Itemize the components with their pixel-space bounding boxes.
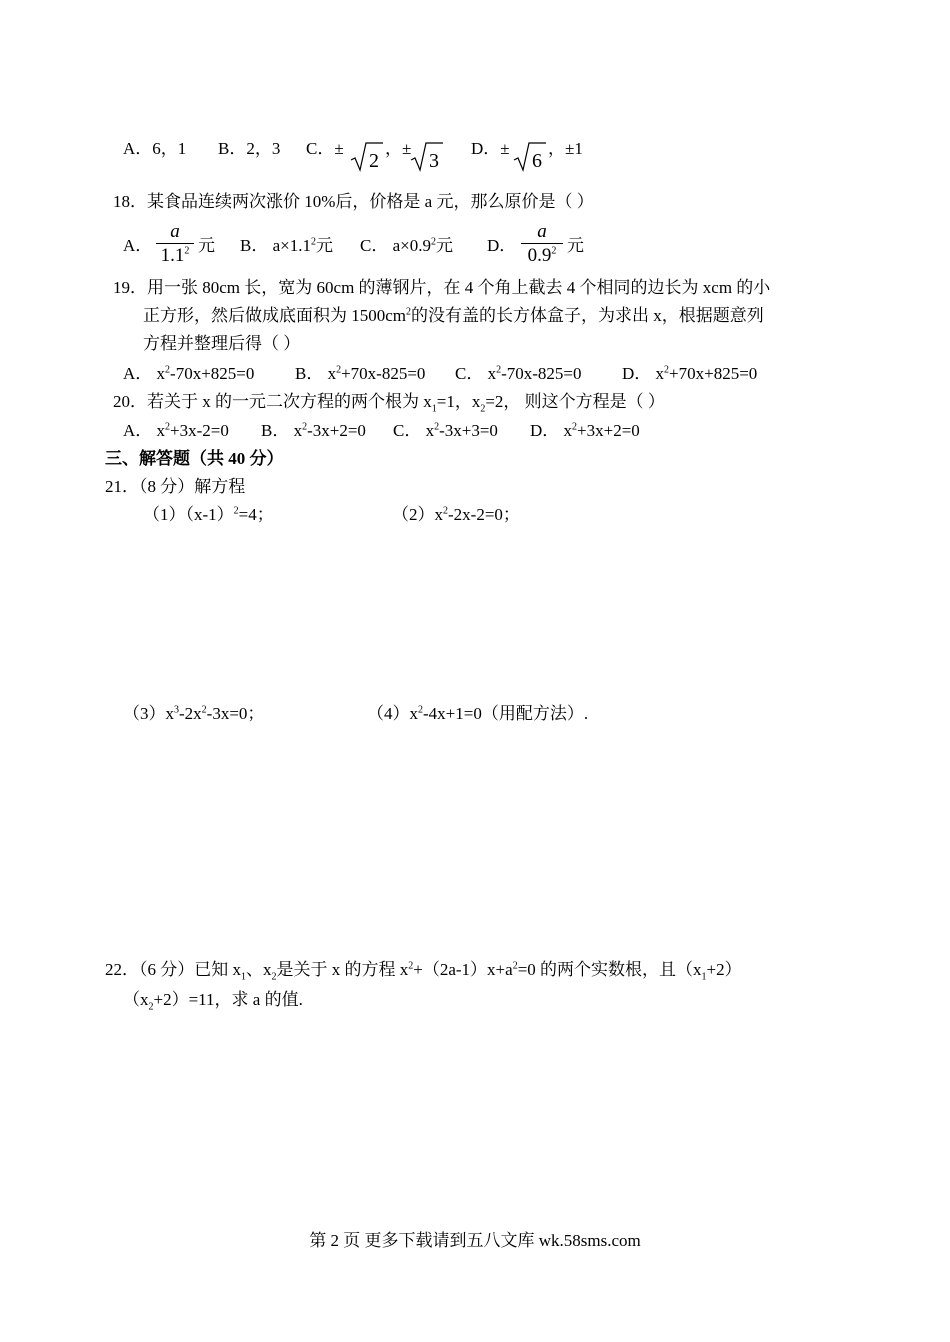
sqrt-6-radical (513, 140, 547, 174)
q22-line-1: 22．（6 分）已知 $x_1$、$x_2$是关于 x 的方程 $x^2+(2a-1)x+a^2=0$ 的两个实数根，且$(x_1+2)$ (105, 960, 742, 983)
q18-option-d-unit: 元 (567, 236, 584, 255)
section-3-title: 三、解答题（共 40 分） (105, 449, 284, 468)
sqrt-2-radical (350, 140, 384, 174)
q19-option-b: B． $x^2+70x-825=0$ (295, 364, 426, 383)
q18-option-d-fraction: a $0.9^2$ (521, 222, 563, 267)
q21-part-3: $(3)x^3-2x^2-3x=0$； (123, 704, 265, 723)
q17-c-separator: ，± (385, 139, 412, 158)
svg-text:2: 2 (369, 150, 379, 172)
page-footer: 第 2 页 更多下载请到五八文库 wk.58sms.com (309, 1231, 641, 1250)
q19-line-2: 正方形，然后做成底面积为 $1500cm^2$的没有盖的长方体盒子，为求出 x，根据题意列 (143, 306, 764, 325)
q18-option-a-label: A． (123, 236, 153, 255)
q19-option-c: C． $x^2-70x-825=0$ (455, 364, 582, 383)
q21-part-4: $(4)x^2-4x+1=0$（用配方法）. (367, 704, 589, 723)
q21-part-2: $(2)x^2-2x-2=0$； (392, 505, 520, 524)
q17-options (123, 139, 186, 159)
q20-stem: 20．若关于 x 的一元二次方程的两个根为 $x_1=1$，$x_2=2$， 则这个方程是（ ） (113, 392, 665, 415)
q20-option-a: A． $x^2+3x-2=0$ (123, 421, 229, 440)
q18-option-a-fraction: a $1.1^2$ (156, 222, 194, 267)
q17-option-b: B．2，3 (218, 139, 281, 158)
q17-option-d: D．± (471, 139, 510, 158)
q20-option-c: C． $x^2-3x+3=0$ (393, 421, 498, 440)
q18-stem: 18．某食品连续两次涨价 10%后，价格是 a 元，那么原价是（ ） (113, 192, 594, 211)
svg-text:3: 3 (429, 150, 439, 172)
q19-option-d: D． $x^2+70x+825=0$ (622, 364, 758, 383)
q17-option-a: A．6，1 (123, 139, 187, 158)
q19-line-1: 19．用一张 80cm 长，宽为 60cm 的薄钢片，在 4 个角上截去 4 个相同的边长为 xcm 的小 (113, 278, 771, 297)
q22-line-2: $(x_2+2)=11$，求 a 的值. (123, 990, 303, 1013)
q17-d-suffix: ，±1 (548, 139, 583, 158)
q17-option-c: C．± (306, 139, 344, 158)
q18-option-d-label: D． (487, 236, 517, 255)
q20-option-b: B． $x^2-3x+2=0$ (261, 421, 366, 440)
sqrt-3-radical (410, 140, 444, 174)
q18-option-c: C． $a\times 0.9^2$元 (360, 236, 453, 255)
q18-option-a-unit: 元 (198, 236, 215, 255)
q21-part-1: $(1)(x-1)^2=4$； (143, 505, 274, 524)
q20-option-d: D． $x^2+3x+2=0$ (530, 421, 640, 440)
q19-option-a: A． $x^2-70x+825=0$ (123, 364, 255, 383)
q19-line-3: 方程并整理后得（ ） (143, 334, 301, 353)
q18-option-b: B． $a\times 1.1^2$元 (240, 236, 333, 255)
svg-text:6: 6 (532, 150, 542, 172)
q21-stem: 21．（8 分）解方程 (105, 477, 246, 496)
